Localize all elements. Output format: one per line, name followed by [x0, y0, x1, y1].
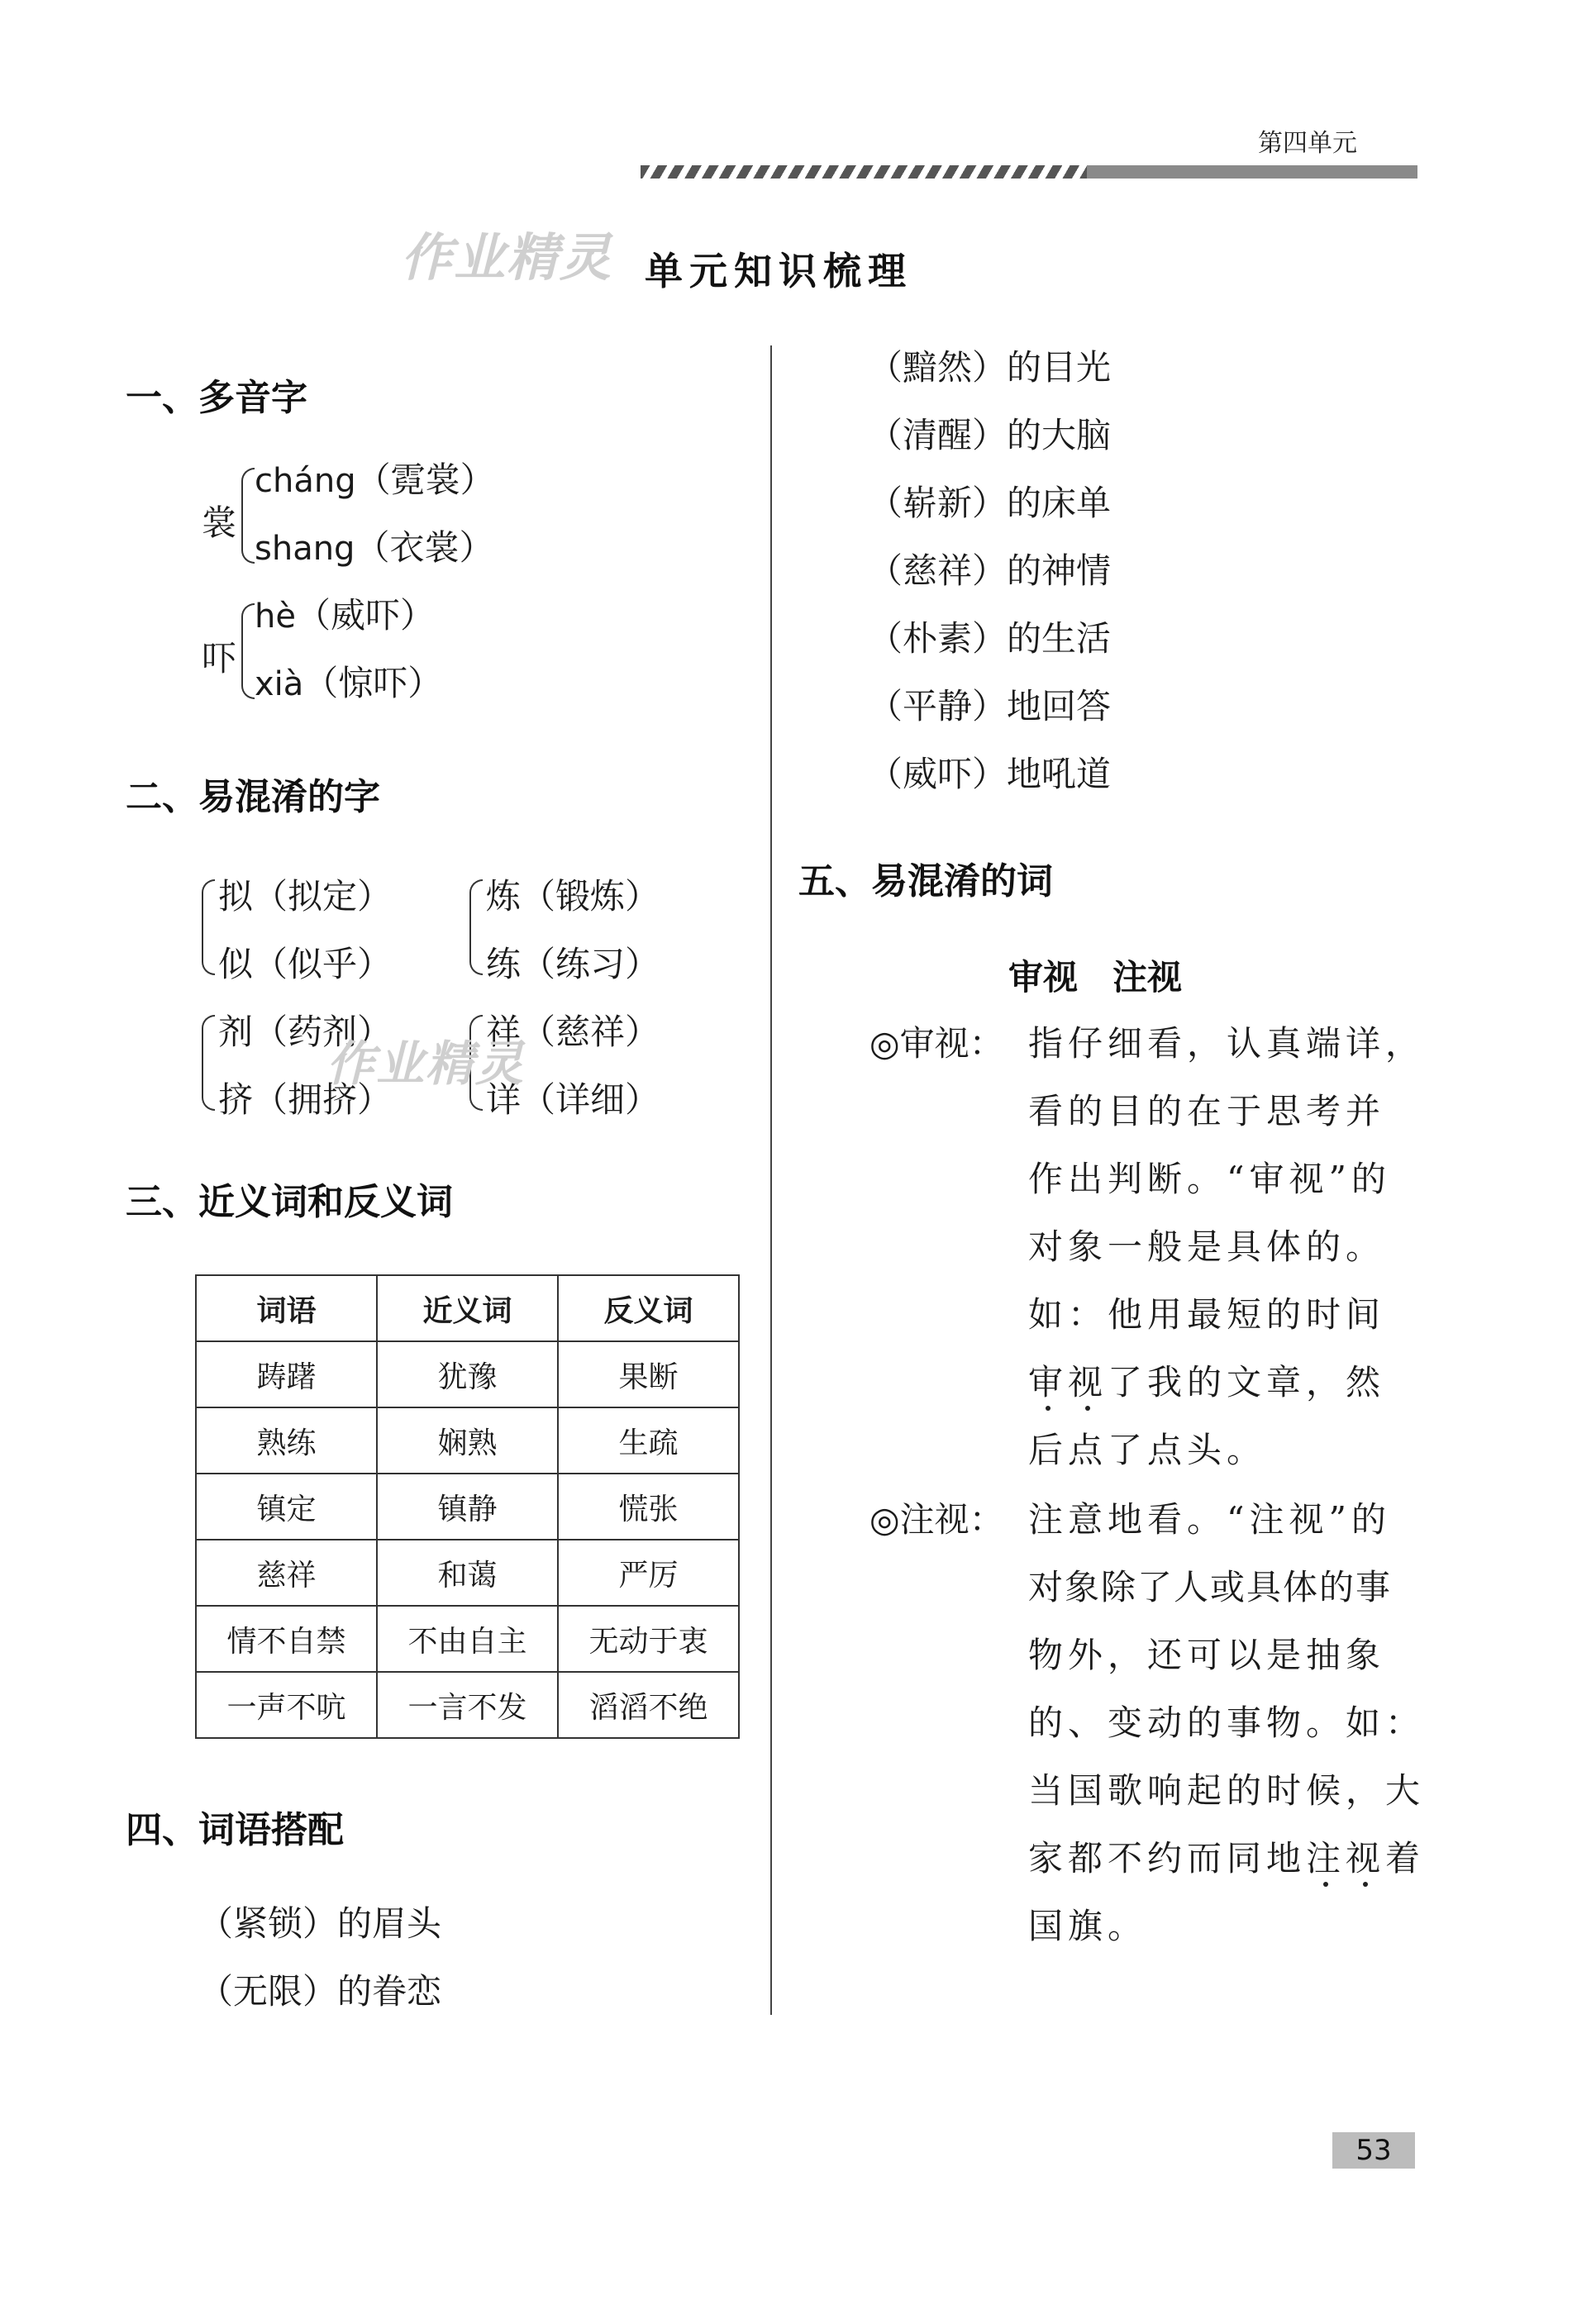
table-row [196, 1672, 739, 1738]
definition-line: 当国歌响起的时候，大 [1028, 1770, 1426, 1811]
definition-line: 看的目的在于思考并 [1028, 1091, 1386, 1131]
table-cell: 生疏 [558, 1407, 739, 1474]
table-cell: 果断 [558, 1341, 739, 1407]
header-cell: 近义词 [377, 1275, 558, 1341]
table-row [196, 1606, 739, 1672]
example-line [1028, 1831, 1425, 1881]
brace [202, 879, 215, 975]
emphasis-char: 视 [1346, 1838, 1386, 1879]
polyphone-reading [255, 521, 493, 570]
char-item: 拟（拟定） [218, 876, 393, 917]
brace [241, 603, 255, 699]
table-row [196, 1474, 739, 1540]
table-cell: 镇定 [196, 1474, 377, 1540]
char-item: 详（详细） [486, 1079, 660, 1120]
pinyin: shang [255, 530, 355, 568]
section-confusing-chars-heading: 二、易混淆的字 [126, 776, 380, 818]
header-stripe-pattern [641, 165, 1087, 179]
definition-line: 注意地看。“注视”的 [1028, 1499, 1391, 1540]
table-cell: 严厉 [558, 1540, 739, 1606]
char-item: 剂（药剂） [218, 1012, 393, 1052]
definition-line: 作出判断。“审视”的 [1028, 1159, 1391, 1199]
pinyin: xià [255, 665, 304, 703]
page-title: 单元知识梳理 [645, 249, 912, 293]
char-item: 祥（慈祥） [486, 1012, 660, 1052]
polyphone-char: 吓 [202, 638, 237, 679]
collocation-item: （朴素）的生活 [868, 618, 1112, 659]
definition-line: 如：他用最短的时间 [1028, 1294, 1386, 1335]
table-row [196, 1407, 739, 1474]
example-text: 着 [1385, 1838, 1426, 1879]
pinyin: hè [255, 598, 296, 636]
section-polyphones-heading: 一、多音字 [126, 377, 307, 419]
brace [241, 468, 255, 564]
table-cell: 犹豫 [377, 1341, 558, 1407]
watermark-top: 作业精灵 [401, 227, 613, 288]
table-cell: 和蔼 [377, 1540, 558, 1606]
char-item: 挤（拥挤） [218, 1079, 393, 1120]
char-item: 炼（锻炼） [486, 876, 660, 917]
collocation-item: （黯然）的目光 [868, 347, 1112, 388]
table-cell: 一声不吭 [196, 1672, 377, 1738]
collocation-item: （无限）的眷恋 [198, 1971, 442, 2012]
definition-line: 物外，还可以是抽象 [1028, 1635, 1386, 1675]
example-word: （霓裳） [355, 460, 495, 500]
definition-label: ◎审视： [869, 1023, 1004, 1064]
polyphone-reading [255, 453, 495, 502]
section-synonyms-heading: 三、近义词和反义词 [126, 1181, 453, 1223]
example-line [1028, 1355, 1385, 1405]
example-text: 了我的文章，然 [1108, 1362, 1386, 1402]
example-word: （衣裳） [355, 527, 494, 568]
emphasis-char: 审 [1028, 1362, 1069, 1402]
table-header-row [196, 1275, 739, 1341]
char-item: 似（似乎） [218, 944, 393, 984]
definition-line: 对象除了人或具体的事 [1028, 1567, 1393, 1607]
section-collocations-heading: 四、词语搭配 [126, 1809, 344, 1851]
table-cell: 滔滔不绝 [558, 1672, 739, 1738]
collocation-item: （清醒）的大脑 [868, 415, 1112, 455]
emphasis-char: 注 [1306, 1838, 1346, 1879]
example-word: （威吓） [295, 595, 435, 636]
definition-line: 国旗。 [1028, 1906, 1148, 1946]
brace [469, 879, 483, 975]
section-confusing-words-heading: 五、易混淆的词 [798, 860, 1053, 902]
page-number: 53 [1332, 2132, 1415, 2169]
brace [202, 1015, 215, 1111]
definition-line: 指仔细看，认真端详， [1028, 1023, 1426, 1064]
definition-line: 后点了点头。 [1028, 1430, 1267, 1470]
collocation-item: （威吓）地吼道 [868, 754, 1112, 794]
polyphone-char: 裳 [202, 502, 237, 543]
word-pair-title: 审视 注视 [1008, 957, 1183, 998]
table-cell: 娴熟 [377, 1407, 558, 1474]
definition-line: 的、变动的事物。如： [1028, 1702, 1426, 1743]
table-cell: 不由自主 [377, 1606, 558, 1672]
polyphone-reading [255, 656, 442, 706]
synonym-antonym-table [195, 1274, 740, 1739]
polyphone-reading [255, 588, 435, 638]
table-row [196, 1341, 739, 1407]
watermark-middle: 作业精灵 [326, 1036, 526, 1092]
table-cell: 无动于衷 [558, 1606, 739, 1672]
column-divider [770, 345, 772, 2015]
table-cell: 情不自禁 [196, 1606, 377, 1672]
collocation-item: （紧锁）的眉头 [198, 1903, 442, 1944]
collocation-item: （平静）地回答 [868, 686, 1112, 726]
header-stripe-solid [1087, 165, 1417, 179]
table-cell: 一言不发 [377, 1672, 558, 1738]
emphasis-char: 视 [1068, 1362, 1108, 1402]
table-cell: 慌张 [558, 1474, 739, 1540]
definition-label: ◎注视： [869, 1499, 1004, 1540]
header-cell: 词语 [196, 1275, 377, 1341]
table-cell: 镇静 [377, 1474, 558, 1540]
table-row [196, 1540, 739, 1606]
char-item: 练（练习） [486, 944, 660, 984]
pinyin: cháng [255, 462, 356, 500]
collocation-item: （崭新）的床单 [868, 483, 1112, 523]
table-cell: 熟练 [196, 1407, 377, 1474]
example-word: （惊吓） [303, 663, 443, 703]
header-cell: 反义词 [558, 1275, 739, 1341]
example-text: 家都不约而同地 [1028, 1838, 1307, 1879]
unit-label: 第四单元 [1258, 129, 1357, 158]
definition-line: 对象一般是具体的。 [1028, 1226, 1386, 1267]
collocation-item: （慈祥）的神情 [868, 550, 1112, 591]
table-cell: 慈祥 [196, 1540, 377, 1606]
table-cell: 踌躇 [196, 1341, 377, 1407]
